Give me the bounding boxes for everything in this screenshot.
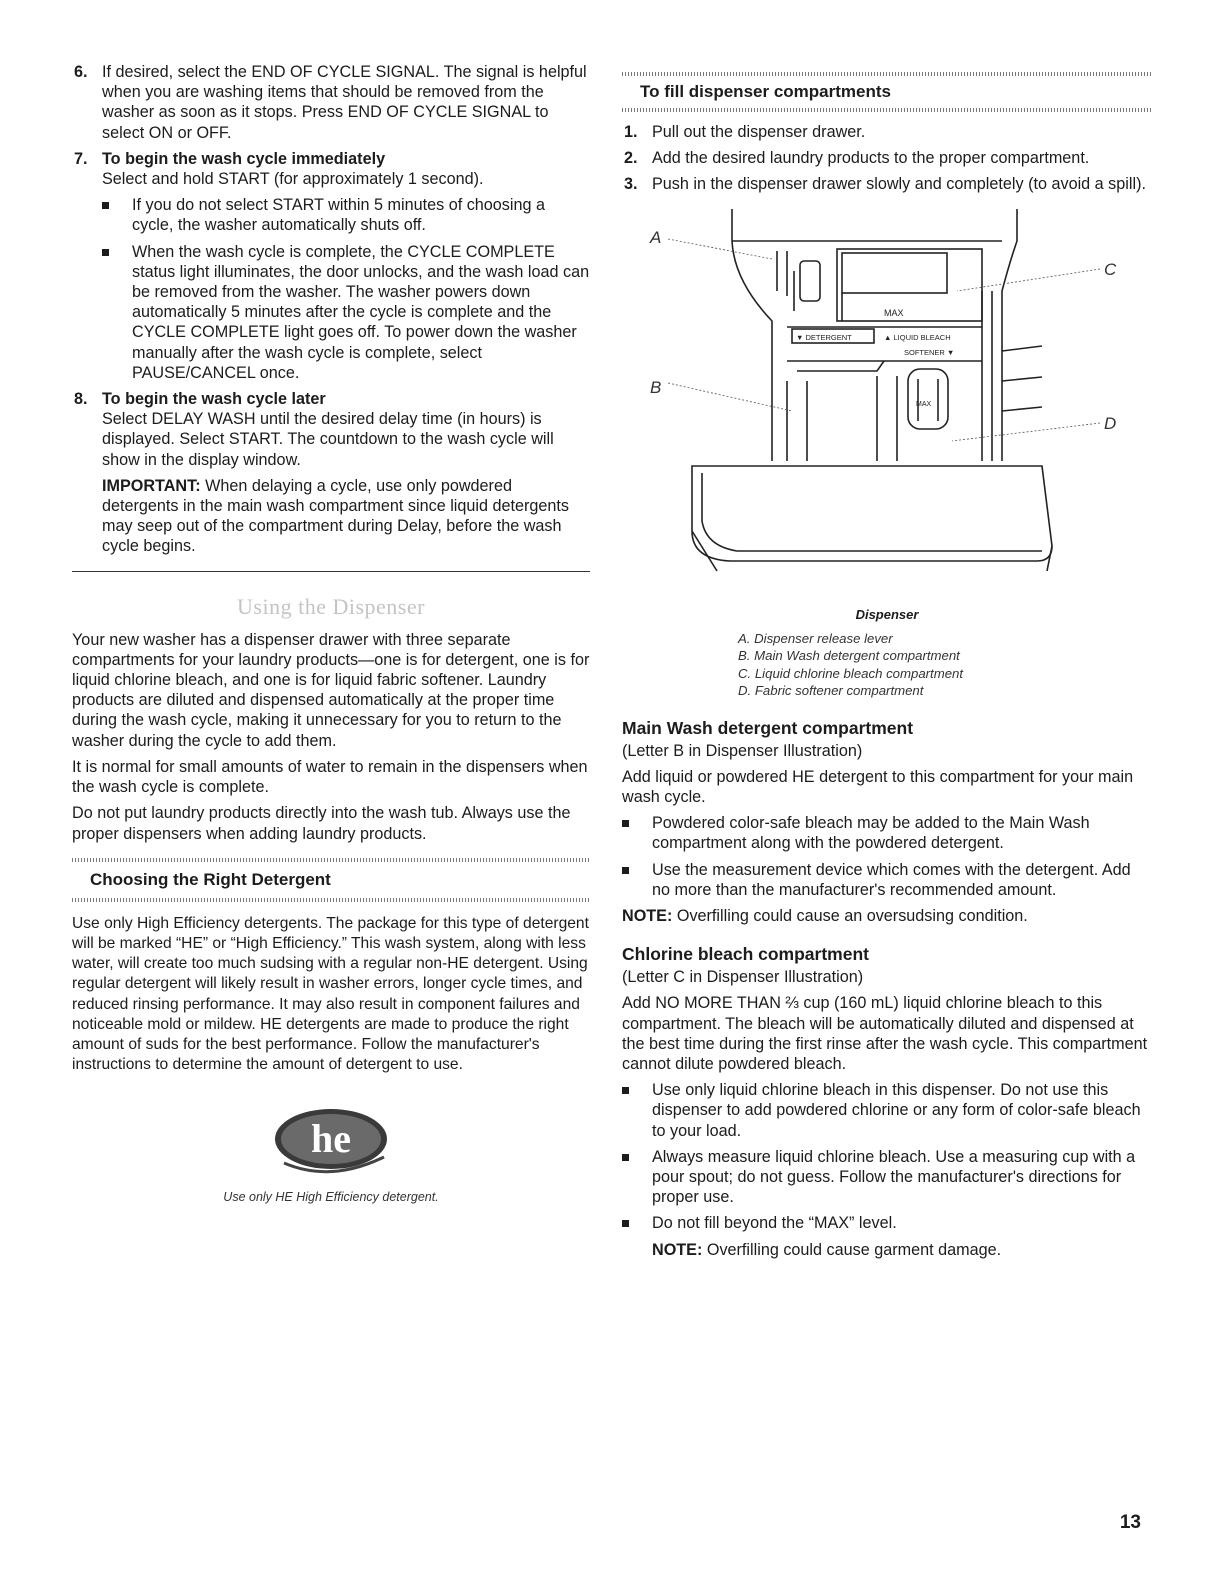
section-title: Using the Dispenser: [237, 593, 425, 619]
bullet-text: When the wash cycle is complete, the CYCLE COMPLETE status light illuminates, the door unlocks, and the wash load can be removed from the washer. The washer powers down automatically 5 minutes after the cycle is complete and the CYCLE COMPLETE light goes off. To power down the washer manually after the wash cycle is complete, select PAUSE/CANCEL once.: [132, 242, 590, 382]
bullet-item: [622, 860, 1152, 900]
bullet-item: [102, 242, 590, 383]
bullet-text: Use only liquid chlorine bleach in this dispenser. Do not use this dispenser to add powdered chlorine or any form of color-safe bleach to your load.: [652, 1081, 1141, 1140]
right-column: [622, 72, 1152, 1260]
bullet-item: [622, 1080, 1152, 1141]
softener-tag: SOFTENER ▼: [904, 347, 955, 357]
bleach-heading: Chlorine bleach compartment: [622, 944, 869, 965]
bullet-icon: [622, 1154, 629, 1161]
step-heading: To begin the wash cycle later: [102, 390, 326, 409]
step-8: [72, 389, 590, 557]
legend-item: A. Dispenser release lever: [738, 630, 893, 646]
legend-item: D. Fabric softener compartment: [738, 683, 924, 699]
step-text: Pull out the dispenser drawer.: [652, 123, 866, 141]
fill-step: [622, 122, 1152, 142]
bullet-text: Powdered color-safe bleach may be added to the Main Wash compartment along with the powdered detergent.: [652, 814, 1090, 853]
fill-step: [622, 174, 1152, 194]
diagram-legend: [738, 630, 1152, 700]
bullet-icon: [622, 820, 629, 827]
he-logo-icon: [266, 1105, 396, 1181]
step-text: Select DELAY WASH until the desired delay time (in hours) is displayed. Select START. The countdown to the wash cycle will show in the display window.: [102, 410, 554, 469]
he-logo-block: [72, 1105, 590, 1204]
diagram-caption: Dispenser: [855, 606, 919, 622]
bullet-item: [102, 195, 590, 235]
bullet-item: [622, 813, 1152, 853]
paragraph: Do not put laundry products directly into the wash tub. Always use the proper dispensers when adding laundry products.: [72, 804, 571, 843]
he-logo-text: he: [311, 1116, 351, 1162]
bullet-icon: [622, 867, 629, 874]
label-a: A: [650, 227, 662, 247]
label-b: B: [650, 377, 662, 397]
bleach-sub: (Letter C in Dispenser Illustration): [622, 968, 864, 987]
bullet-item: [622, 1213, 1152, 1233]
bullet-icon: [102, 202, 109, 209]
bleach-tag: ▲ LIQUID BLEACH: [884, 332, 951, 342]
page-number: 13: [1119, 1512, 1141, 1533]
bullet-text: Use the measurement device which comes with the detergent. Add no more than the manufacturer's recommended amount.: [652, 860, 1131, 899]
important-note: [102, 476, 590, 557]
step-number: 2.: [624, 149, 638, 168]
step-7: [72, 149, 590, 189]
main-wash-text: Add liquid or powdered HE detergent to this compartment for your main wash cycle.: [622, 767, 1134, 807]
legend-item: C. Liquid chlorine bleach compartment: [738, 665, 964, 681]
paragraph: Your new washer has a dispenser drawer with three separate compartments for your laundry products—one is for detergent, one is for liquid chlorine bleach, and one is for liquid fabric softener. Laundry products are diluted and dispensed automatically at the proper time during the wash cycle, making it unnecessary for you to return to the washer during the cycle to add them.: [72, 630, 590, 750]
divider: [72, 571, 590, 572]
paragraph: It is normal for small amounts of water to remain in the dispensers when the wash cycle is complete.: [72, 757, 588, 797]
bullet-icon: [102, 249, 109, 256]
step-number: 6.: [74, 63, 88, 81]
left-column: [72, 62, 590, 1204]
bullet-text: Always measure liquid chlorine bleach. Use a measuring cup with a pour spout; do not guess. Follow the manufacturer's directions for proper use.: [652, 1147, 1136, 1207]
fill-heading: To fill dispenser compartments: [640, 82, 891, 101]
note-text: Overfilling could cause an oversudsing condition.: [672, 907, 1028, 926]
step-text: Select and hold START (for approximately 1 second).: [102, 170, 484, 189]
step-text: Push in the dispenser drawer slowly and completely (to avoid a spill).: [652, 175, 1146, 194]
he-caption: Use only HE High Efficiency detergent.: [223, 1190, 439, 1205]
step-number: 3.: [624, 175, 638, 194]
max-label-upper: MAX: [884, 307, 904, 318]
note-label: NOTE:: [622, 907, 673, 926]
dispenser-diagram: [622, 201, 1152, 601]
bullet-text: If you do not select START within 5 minutes of choosing a cycle, the washer automatically shuts off.: [132, 196, 546, 235]
bleach-note: [622, 1240, 1152, 1260]
label-c: C: [1104, 259, 1117, 279]
hatched-rule: [72, 898, 590, 902]
detergent-tag: ▼ DETERGENT: [796, 332, 852, 342]
hatched-rule: [622, 108, 1152, 112]
step-heading: To begin the wash cycle immediately: [102, 149, 386, 168]
main-wash-heading: Main Wash detergent compartment: [622, 717, 914, 738]
bleach-text: Add NO MORE THAN ⅔ cup (160 mL) liquid chlorine bleach to this compartment. The bleach will be automatically diluted and dispensed at the best time during the first rinse after the wash cycle. This compartment cannot dilute powdered bleach.: [622, 994, 1148, 1074]
fill-step: [622, 148, 1152, 168]
bullet-icon: [622, 1220, 629, 1227]
legend-item: B. Main Wash detergent compartment: [738, 648, 960, 664]
step-number: 8.: [74, 390, 88, 409]
important-text: When delaying a cycle, use only powdered detergents in the main wash compartment since liquid detergents may seep out of the compartment during Delay, before the wash cycle begins.: [102, 476, 569, 556]
step-text: If desired, select the END OF CYCLE SIGNAL. The signal is helpful when you are washing items that should be removed from the washer as soon as it stops. Press END OF CYCLE SIGNAL to select ON or OFF.: [102, 63, 587, 142]
step-text: Add the desired laundry products to the proper compartment.: [652, 149, 1090, 168]
bullet-item: [622, 1147, 1152, 1208]
step-6: [72, 62, 590, 143]
step-number: 7.: [74, 149, 88, 168]
step-number: 1.: [624, 123, 638, 141]
main-wash-sub: (Letter B in Dispenser Illustration): [622, 741, 863, 760]
important-label: IMPORTANT:: [102, 476, 201, 495]
detergent-paragraph: Use only High Efficiency detergents. The package for this type of detergent will be marked “HE” or “High Efficiency.” This wash system, along with less water, will create too much sudsing with a regular non-HE detergent. Using regular detergent will likely result in washer errors, longer cycle times, and reduced rinsing performance. It may also result in component failures and noticeable mold or mildew. HE detergents are made to produce the right amount of suds for the best performance. Follow the manufacturer's instructions to determine the amount of detergent to use.: [72, 914, 589, 1074]
max-label-lower: MAX: [916, 400, 932, 408]
note-label: NOTE:: [652, 1240, 703, 1259]
fill-steps: [622, 122, 1152, 195]
note-text: Overfilling could cause garment damage.: [702, 1240, 1002, 1259]
detergent-heading: Choosing the Right Detergent: [90, 869, 331, 889]
bullet-text: Do not fill beyond the “MAX” level.: [652, 1214, 897, 1233]
bullet-icon: [622, 1087, 629, 1094]
label-d: D: [1104, 413, 1117, 433]
main-wash-note: [622, 906, 1152, 926]
